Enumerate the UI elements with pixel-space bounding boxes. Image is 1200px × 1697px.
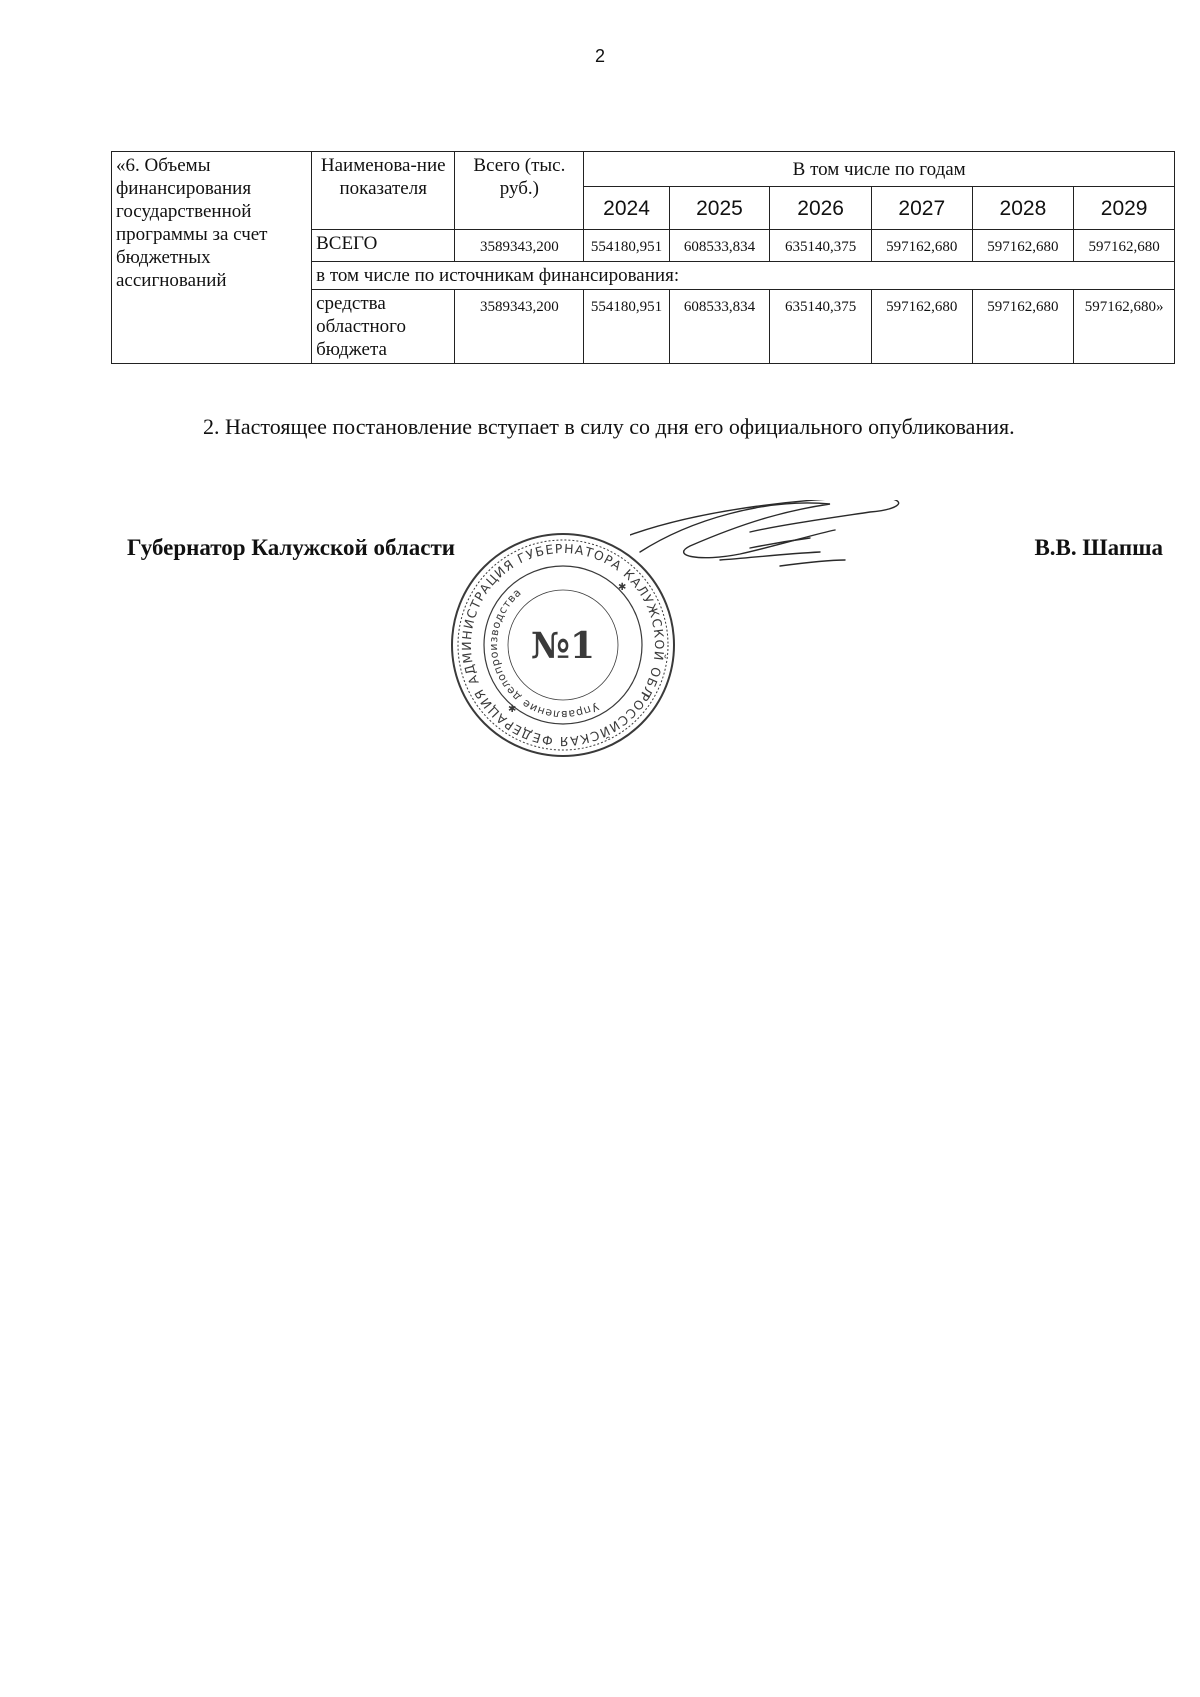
signatory-title: Губернатор Калужской области — [127, 535, 456, 560]
years-group-header: В том числе по годам — [584, 152, 1175, 187]
svg-text:✱: ✱ — [508, 704, 517, 715]
row-value: 597162,680» — [1074, 290, 1175, 364]
row-total: 3589343,200 — [455, 230, 584, 262]
year-header: 2024 — [584, 187, 669, 230]
indicator-header: Наименова-ние показателя — [312, 152, 455, 230]
row-value: 597162,680 — [871, 290, 972, 364]
section-title: «6. Объемы финансирования государственной программы за счет бюджетных ассигнований — [112, 152, 312, 364]
subheading: в том числе по источникам финансирования: — [312, 262, 1175, 290]
signatory-name: В.В. Шапша — [1034, 535, 1163, 560]
row-label: ВСЕГО — [312, 230, 455, 262]
row-value: 554180,951 — [584, 290, 669, 364]
row-value: 597162,680 — [871, 230, 972, 262]
row-value: 597162,680 — [972, 290, 1074, 364]
stamp-center-number: №1 — [530, 625, 596, 667]
year-header: 2025 — [669, 187, 770, 230]
row-value: 554180,951 — [584, 230, 669, 262]
row-value: 608533,834 — [669, 290, 770, 364]
row-label: средства областного бюджета — [312, 290, 455, 364]
row-value: 597162,680 — [972, 230, 1074, 262]
page-number: 2 — [594, 46, 605, 66]
year-header: 2027 — [871, 187, 972, 230]
row-total: 3589343,200 — [455, 290, 584, 364]
row-value: 635140,375 — [770, 290, 872, 364]
total-header: Всего (тыс. руб.) — [455, 152, 584, 230]
handwritten-signature — [630, 500, 960, 610]
paragraph-text: 2. Настоящее постановление вступает в силу со дня его официального опубликования. — [203, 414, 1015, 439]
stamp-inner-text: Управление делопроизводства — [486, 585, 601, 722]
year-header: 2028 — [972, 187, 1074, 230]
row-value: 608533,834 — [669, 230, 770, 262]
paragraph-2 — [127, 411, 1163, 442]
financing-table — [111, 151, 1175, 364]
row-value: 635140,375 — [770, 230, 872, 262]
svg-text:✱: ✱ — [618, 582, 627, 593]
year-header: 2026 — [770, 187, 872, 230]
year-header: 2029 — [1074, 187, 1175, 230]
stamp-outer-text: РОССИЙСКАЯ ФЕДЕРАЦИЯ АДМИНИСТРАЦИЯ ГУБЕРНАТОРА КАЛУЖСКОЙ ОБЛАСТИ — [458, 540, 668, 750]
row-value: 597162,680 — [1074, 230, 1175, 262]
